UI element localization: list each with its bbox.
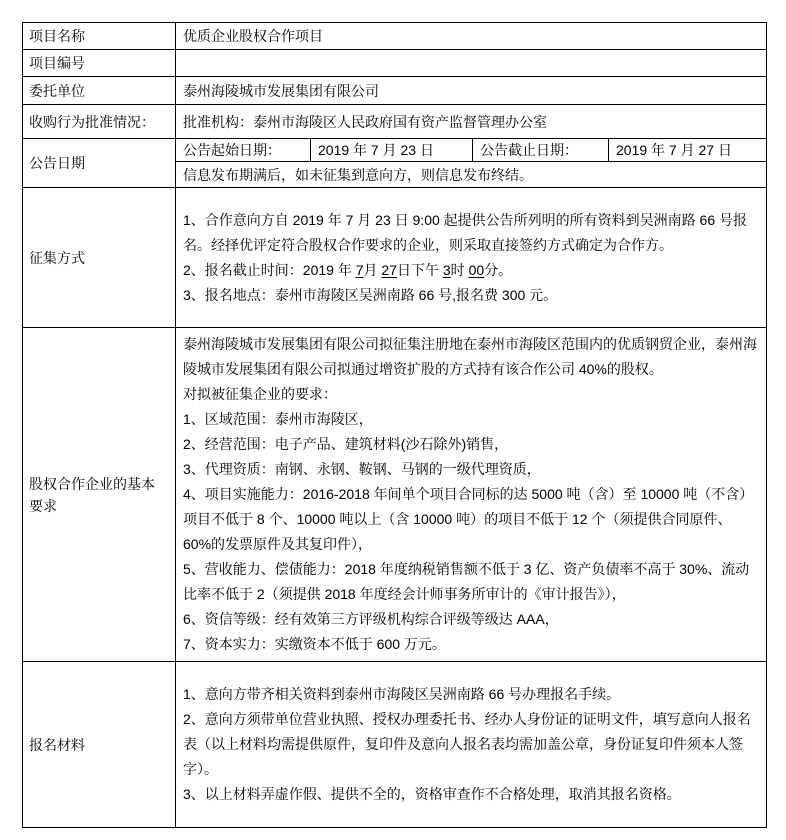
- announcement-note: 信息发布期满后，如未征集到意向方，则信息发布终结。: [176, 162, 767, 188]
- row-approval: [23, 105, 767, 139]
- row-entrusting-unit: [23, 77, 767, 105]
- text-segment: 时: [450, 261, 469, 278]
- underlined-segment: 3: [442, 261, 451, 278]
- material-item-2: 2、意向方须带单位营业执照、授权办理委托书、经办人身份证的证明文件，填写意向人报名表（以上材料均需提供原件，复印件及意向人报名表均需加盖公章，身份证复印件须本人签字）。: [183, 711, 751, 777]
- project-name-label: 项目名称: [23, 23, 176, 50]
- project-number-label: 项目编号: [23, 50, 176, 77]
- underlined-segment: 00: [468, 261, 485, 278]
- row-announcement-date: [23, 139, 767, 162]
- end-date-label: 公告截止日期：: [473, 139, 609, 162]
- solicitation-para-1: 1、合作意向方自 2019 年 7 月 23 日 9:00 起提供公告所列明的所有资料到吴洲南路 66 号报名。经择优评定符合股权合作要求的企业，则采取直接签约方式确定为合作方。: [183, 211, 748, 253]
- requirement-item-3: 3、代理资质：南钢、永钢、鞍钢、马钢的一级代理资质，: [183, 461, 541, 477]
- basic-requirements-label: 股权合作企业的基本要求: [23, 328, 176, 662]
- start-date-label: 公告起始日期：: [176, 139, 311, 162]
- solicitation-para-2: [183, 258, 759, 283]
- announcement-table: [22, 22, 767, 828]
- entrusting-unit-value: 泰州海陵城市发展集团有限公司: [176, 77, 767, 105]
- requirement-item-7: 7、资本实力：实缴资本不低于 600 万元。: [183, 636, 446, 652]
- row-solicitation-method: [23, 188, 767, 328]
- project-name-value: 优质企业股权合作项目: [176, 23, 767, 50]
- material-item-1: 1、意向方带齐相关资料到泰州市海陵区吴洲南路 66 号办理报名手续。: [183, 686, 621, 702]
- solicitation-para-3: 3、报名地点：泰州市海陵区吴洲南路 66 号,报名费 300 元。: [183, 286, 558, 303]
- requirement-intro: 泰州海陵城市发展集团有限公司拟征集注册地在泰州市海陵区范围内的优质钢贸企业，泰州海陵城市发展集团有限公司拟通过增资扩股的方式持有该合作公司 40%的股权。: [183, 336, 757, 377]
- underlined-segment: 27: [381, 261, 397, 278]
- text-segment: 分。: [484, 261, 513, 278]
- requirement-heading: 对拟被征集企业的要求：: [183, 386, 337, 402]
- announcement-date-label: 公告日期: [23, 139, 176, 188]
- start-date-value: 2019 年 7 月 23 日: [311, 139, 473, 162]
- approval-value: 批准机构：泰州市海陵区人民政府国有资产监督管理办公室: [176, 105, 767, 139]
- text-segment: 日下午: [396, 261, 443, 278]
- solicitation-method-content: [176, 188, 767, 328]
- text-segment: 月: [363, 261, 382, 278]
- material-item-3: 3、以上材料弄虚作假、提供不全的，资格审查作不合格处理，取消其报名资格。: [183, 786, 681, 802]
- approval-label: 收购行为批准情况：: [23, 105, 176, 139]
- end-date-value: 2019 年 7 月 27 日: [609, 139, 767, 162]
- solicitation-method-label: 征集方式: [23, 188, 176, 328]
- row-project-name: [23, 23, 767, 50]
- row-project-number: [23, 50, 767, 77]
- requirement-item-1: 1、区域范围：泰州市海陵区，: [183, 411, 373, 427]
- text-segment: 2、报名截止时间：2019 年: [183, 261, 356, 278]
- registration-materials-label: 报名材料: [23, 662, 176, 828]
- project-number-value: [176, 50, 767, 77]
- underlined-segment: 7: [355, 261, 364, 278]
- row-registration-materials: [23, 662, 767, 828]
- row-basic-requirements: [23, 328, 767, 662]
- requirement-item-4: 4、项目实施能力：2016-2018 年间单个项目合同标的达 5000 吨（含）至 10000 吨（不含）项目不低于 8 个、10000 吨以上（含 10000 吨）的项目不低于 12 个（须提供合同原件、60%的发票原件及其复印件），: [183, 486, 754, 552]
- requirement-item-5: 5、营收能力、偿债能力：2018 年度纳税销售额不低于 3 亿、资产负债率不高于 30%、流动比率不低于 2（须提供 2018 年度经会计师事务所审计的《审计报告》），: [183, 561, 750, 602]
- requirement-item-2: 2、经营范围：电子产品、建筑材料(沙石除外)销售，: [183, 436, 509, 452]
- requirement-item-6: 6、资信等级：经有效第三方评级机构综合评级等级达 AAA，: [183, 611, 559, 627]
- entrusting-unit-label: 委托单位: [23, 77, 176, 105]
- registration-materials-content: [176, 662, 767, 828]
- basic-requirements-content: [176, 328, 767, 662]
